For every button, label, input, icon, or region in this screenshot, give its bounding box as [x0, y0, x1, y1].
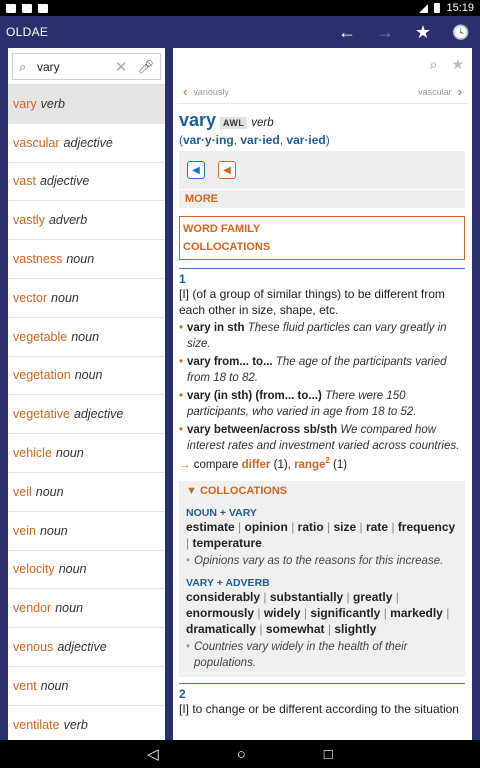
list-item[interactable]: [8, 628, 165, 667]
signal-icon: [419, 4, 428, 13]
collocations-box: [179, 481, 465, 677]
collocation-word: considerably: [186, 589, 261, 604]
list-item-pos: adjective: [57, 640, 107, 655]
list-item-headword: vendor: [13, 601, 52, 616]
compare-link-differ[interactable]: differ: [241, 458, 271, 471]
collocation-heading: NOUN + VARY: [186, 506, 257, 519]
more-button[interactable]: MORE: [179, 189, 465, 208]
word-list: [8, 85, 165, 740]
word-family-link[interactable]: WORD FAMILY: [183, 223, 261, 235]
previous-entry-link[interactable]: [183, 84, 229, 99]
list-item-headword: vary: [13, 96, 37, 111]
entry-nav: [177, 80, 468, 104]
part-of-speech: verb: [251, 117, 274, 129]
back-button[interactable]: [328, 16, 366, 48]
list-item-pos: noun: [66, 252, 95, 267]
list-item[interactable]: [8, 85, 165, 124]
list-item-headword: vastly: [13, 213, 45, 228]
list-item-headword: vascular: [13, 135, 60, 150]
clock: 15:19: [446, 2, 474, 14]
list-item-headword: vast: [13, 174, 36, 189]
list-item-headword: vein: [13, 523, 36, 538]
download-icon: [38, 4, 48, 13]
example: • vary in sth These fluid particles can vary greatly in size.: [179, 320, 466, 352]
list-item[interactable]: [8, 163, 165, 202]
list-item-headword: vector: [13, 290, 48, 305]
list-item-pos: adjective: [63, 135, 113, 150]
collocation-word: markedly: [390, 605, 443, 620]
entry-content: [173, 110, 472, 717]
sense-divider: [179, 683, 465, 684]
sense-definition: [I] to change or be different according to the situation: [179, 701, 459, 716]
next-entry-link[interactable]: [418, 84, 462, 99]
sense-number: 1: [179, 272, 186, 286]
collocation-word: size: [333, 519, 357, 534]
example: • vary (in sth) (from... to...) There were 150 participants, who varied in age from 18 to 52.: [179, 388, 466, 420]
list-item[interactable]: [8, 357, 165, 396]
list-item[interactable]: [8, 201, 165, 240]
compare-link-range[interactable]: range$^2$: [294, 456, 330, 471]
add-favorite-icon[interactable]: ★: [451, 55, 464, 72]
notification-icon: [22, 4, 32, 13]
sense-definition: [I] (of a group of similar things) to be different from each other in size, shape, etc.: [179, 287, 445, 317]
list-item-headword: velocity: [13, 562, 55, 577]
collocation-word: opinion: [244, 519, 288, 534]
home-nav-icon[interactable]: ○: [236, 745, 246, 763]
battery-icon: [434, 3, 440, 13]
previous-entry-label: variously: [193, 86, 229, 97]
example: • vary between/across sb/sth We compared how interest rates and investment varied across countries.: [179, 422, 466, 454]
sense-divider: [179, 268, 465, 269]
list-item-headword: vegetation: [13, 368, 71, 383]
awl-badge: AWL: [220, 117, 247, 129]
list-item-pos: verb: [40, 96, 65, 111]
search-icon[interactable]: ⌕: [429, 55, 438, 72]
list-item-headword: vehicle: [13, 446, 52, 461]
list-item-pos: noun: [58, 562, 87, 577]
collocation-word: somewhat: [265, 621, 325, 636]
compare-line: → compare differ (1), range$^2$ (1): [179, 456, 348, 471]
collocation-word: rate: [365, 519, 388, 534]
list-item[interactable]: [8, 434, 165, 473]
collocation-word: temperature: [192, 535, 262, 550]
star-icon: ★: [414, 21, 432, 42]
recents-nav-icon[interactable]: □: [323, 745, 333, 763]
next-entry-label: vascular: [418, 86, 452, 97]
microphone-icon[interactable]: 🎤︎: [137, 58, 154, 74]
clear-icon[interactable]: ✕: [114, 58, 128, 76]
arrow-right-icon: →: [179, 458, 191, 471]
list-item-pos: noun: [74, 368, 103, 383]
verb-forms: (var·y·ing, var·ied, var·ied): [179, 133, 330, 147]
american-pronunciation-speaker-icon[interactable]: ◀︎: [218, 161, 236, 179]
back-arrow-icon: ←: [338, 21, 356, 42]
list-item-headword: ventilate: [13, 717, 60, 732]
chevron-right-icon: ›: [457, 84, 462, 99]
collocation-word: dramatically: [186, 621, 257, 636]
form-ing: var·y·ing: [183, 133, 234, 147]
collocation-word: slightly: [334, 621, 377, 636]
collocation-word: substantially: [269, 589, 344, 604]
list-item[interactable]: [8, 589, 165, 628]
search-box[interactable]: [12, 53, 161, 80]
pronunciation-box: [179, 151, 465, 189]
list-item-headword: vent: [13, 678, 37, 693]
back-nav-icon[interactable]: ◁: [147, 746, 159, 763]
entry-panel: [173, 48, 472, 740]
forward-button[interactable]: [366, 16, 404, 48]
collocation-word: ratio: [297, 519, 324, 534]
search-area: [8, 48, 165, 85]
extras-box: [179, 216, 465, 260]
system-icons: [419, 2, 474, 14]
collocation-word: widely: [263, 605, 301, 620]
collocation-word: enormously: [186, 605, 255, 620]
collocations-toggle[interactable]: ▼ COLLOCATIONS: [186, 484, 288, 497]
app-bar: [0, 16, 480, 48]
list-item-pos: noun: [71, 329, 100, 344]
collocation-example: • Opinions vary as to the reasons for this increase.: [186, 553, 458, 569]
list-item[interactable]: [8, 473, 165, 512]
collocation-word: greatly: [353, 589, 393, 604]
list-item-pos: adjective: [73, 407, 124, 422]
status-bar: [0, 0, 480, 16]
british-pronunciation-speaker-icon[interactable]: ◀︎: [187, 161, 205, 179]
list-item-headword: venous: [13, 640, 54, 655]
collocation-heading: VARY + ADVERB: [186, 576, 270, 589]
examples: [179, 320, 466, 454]
list-item[interactable]: [8, 395, 165, 434]
list-item[interactable]: [8, 706, 165, 740]
list-item-pos: noun: [40, 678, 69, 693]
headword-row: [179, 110, 466, 131]
list-item[interactable]: [8, 512, 165, 551]
favorites-button[interactable]: [404, 16, 442, 48]
list-item-pos: adjective: [39, 174, 90, 189]
search-input[interactable]: [37, 60, 105, 74]
list-item-pos: noun: [39, 523, 68, 538]
list-item[interactable]: [8, 124, 165, 163]
collocation-word: frequency: [397, 519, 456, 534]
list-item-headword: veil: [13, 484, 32, 499]
collocation-example: • Countries vary widely in the health of their populations.: [186, 639, 458, 671]
collocation-words: considerably | substantially | greatly | enormously | widely | significantly | markedly | dramatically | somewhat | slightly: [186, 589, 450, 636]
collocation-word: significantly: [310, 605, 381, 620]
collocation-words: estimate | opinion | ratio | size | rate | frequency | temperature: [186, 519, 456, 550]
example: • vary from... to... The age of the participants varied from 18 to 82.: [179, 354, 466, 386]
form-past: var·ied: [240, 133, 280, 147]
list-item[interactable]: [8, 667, 165, 706]
list-item-headword: vegetable: [13, 329, 68, 344]
list-item-headword: vastness: [13, 252, 63, 267]
list-item-pos: verb: [63, 717, 88, 732]
word-list-panel: [8, 48, 165, 740]
list-item-pos: noun: [51, 290, 79, 305]
list-item-pos: noun: [55, 601, 84, 616]
collocations-link[interactable]: COLLOCATIONS: [183, 241, 271, 253]
list-item-headword: vegetative: [13, 407, 70, 422]
forward-arrow-icon: →: [376, 21, 394, 42]
collocation-word: estimate: [186, 519, 235, 534]
chevron-left-icon: ‹: [183, 84, 188, 99]
app-title: OLDAE: [6, 25, 49, 39]
system-nav-bar: [0, 740, 480, 768]
entry-toolbar: [173, 48, 472, 80]
clock-icon: 🕓: [452, 23, 470, 40]
sense-number: 2: [179, 686, 186, 701]
search-icon: ⌕: [19, 58, 27, 74]
gallery-icon: [6, 4, 16, 13]
list-item[interactable]: [8, 551, 165, 590]
notification-icons: [6, 4, 48, 13]
list-item[interactable]: [8, 240, 165, 279]
list-item-pos: adverb: [48, 213, 88, 228]
list-item[interactable]: [8, 279, 165, 318]
history-button[interactable]: [442, 16, 480, 48]
headword: vary: [179, 110, 217, 130]
list-item-pos: noun: [55, 446, 84, 461]
list-item-pos: noun: [35, 484, 64, 499]
form-past-participle: var·ied: [286, 133, 326, 147]
list-item[interactable]: [8, 318, 165, 357]
